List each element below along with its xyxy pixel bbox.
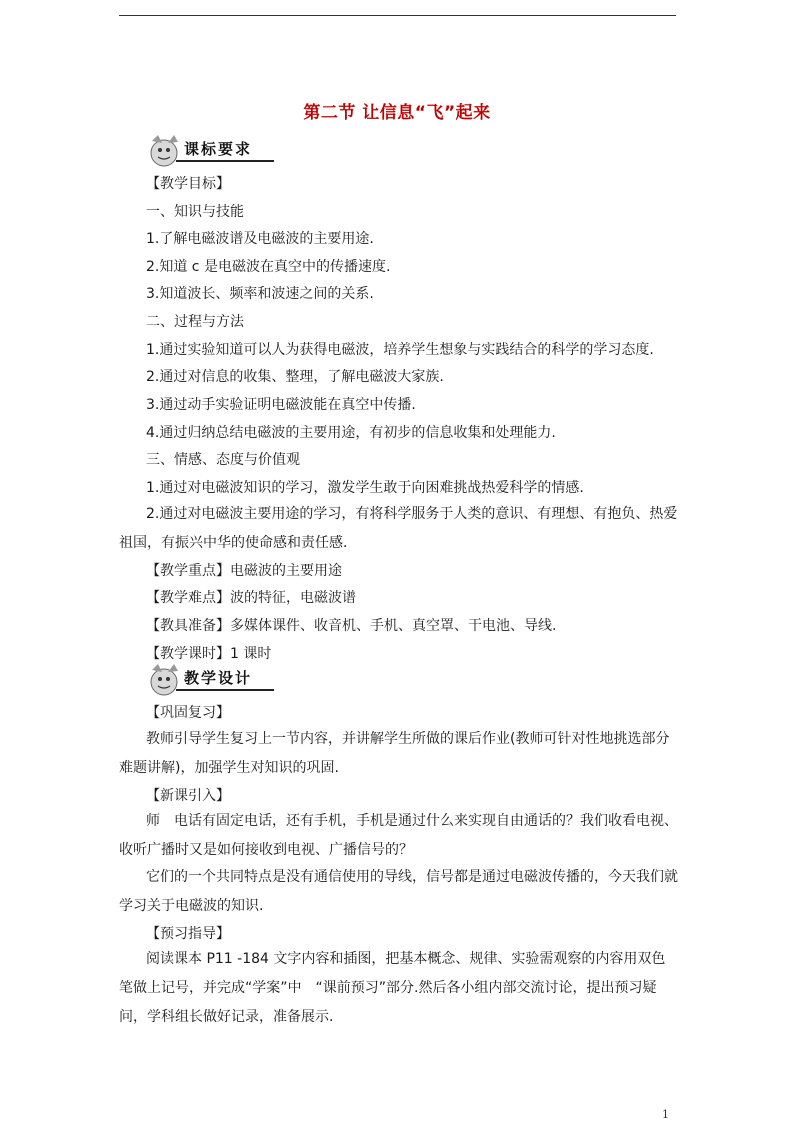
list-item: 3.知道波长、频率和波速之间的关系. <box>146 286 374 302</box>
difficulty: 【教学难点】波的特征，电磁波谱 <box>146 590 356 606</box>
review-text: 教师引导学生复习上一节内容，并讲解学生所做的课后作业(教师可针对性地挑选部分难题讲解)，加强学生对知识的巩固. <box>119 731 670 776</box>
list-item: 1.通过实验知道可以人为获得电磁波，培养学生想象与实践结合的科学的学习态度. <box>146 342 654 358</box>
intro-text-1: 师 电话有固定电话，还有手机，手机是通过什么来实现自由通话的？我们收看电视、收听广播时又是如何接收到电视、广播信号的？ <box>119 813 678 858</box>
section-heading-2: 二、过程与方法 <box>146 314 244 330</box>
banner-underline <box>176 160 274 162</box>
goals-heading: 【教学目标】 <box>146 176 230 192</box>
header-rule <box>119 15 676 16</box>
list-item-wrapped: 2.通过对电磁波主要用途的学习，有将科学服务于人类的意识、有理想、有抱负、热爱祖国，有振兴中华的使命感和责任感. <box>119 506 678 551</box>
page-title: 第二节 让信息“飞”起来 <box>303 103 491 123</box>
preview-heading: 【预习指导】 <box>146 926 230 942</box>
banner-label: 课标要求 <box>184 140 253 158</box>
tools: 【教具准备】多媒体课件、收音机、手机、真空罩、干电池、导线. <box>146 618 557 634</box>
mascot-icon <box>146 662 186 698</box>
hours: 【教学课时】1 课时 <box>146 646 272 662</box>
mascot-icon <box>146 133 186 169</box>
preview-text: 阅读课本 P11 -184 文字内容和插图，把基本概念、规律、实验需观察的内容用双色笔做上记号，并完成“学案”中 “课前预习”部分.然后各小组内部交流讨论，提出预习疑问，学科组长做好记录，准备展示. <box>119 951 666 1025</box>
key-point: 【教学重点】电磁波的主要用途 <box>146 563 342 579</box>
page-number: 1 <box>662 1108 669 1121</box>
list-item: 2.通过对信息的收集、整理，了解电磁波大家族. <box>146 369 444 385</box>
list-item: 2.知道 c 是电磁波在真空中的传播速度. <box>146 259 391 275</box>
section-banner-design <box>146 662 278 698</box>
intro-text-2: 它们的一个共同特点是没有通信使用的导线，信号都是通过电磁波传播的，今天我们就学习关于电磁波的知识. <box>119 869 678 914</box>
section-heading-3: 三、情感、态度与价值观 <box>146 452 300 468</box>
list-item: 3.通过动手实验证明电磁波能在真空中传播. <box>146 397 416 413</box>
banner-label: 教学设计 <box>184 669 253 687</box>
banner-underline <box>176 689 274 691</box>
list-item: 4.通过归纳总结电磁波的主要用途，有初步的信息收集和处理能力. <box>146 425 556 441</box>
list-item: 1.了解电磁波谱及电磁波的主要用途. <box>146 231 374 247</box>
intro-heading: 【新课引入】 <box>146 788 230 804</box>
list-item: 1.通过对电磁波知识的学习，激发学生敢于向困难挑战热爱科学的情感. <box>146 480 584 496</box>
section-heading-1: 一、知识与技能 <box>146 204 244 220</box>
review-heading: 【巩固复习】 <box>146 705 230 721</box>
section-banner-standards <box>146 133 278 169</box>
